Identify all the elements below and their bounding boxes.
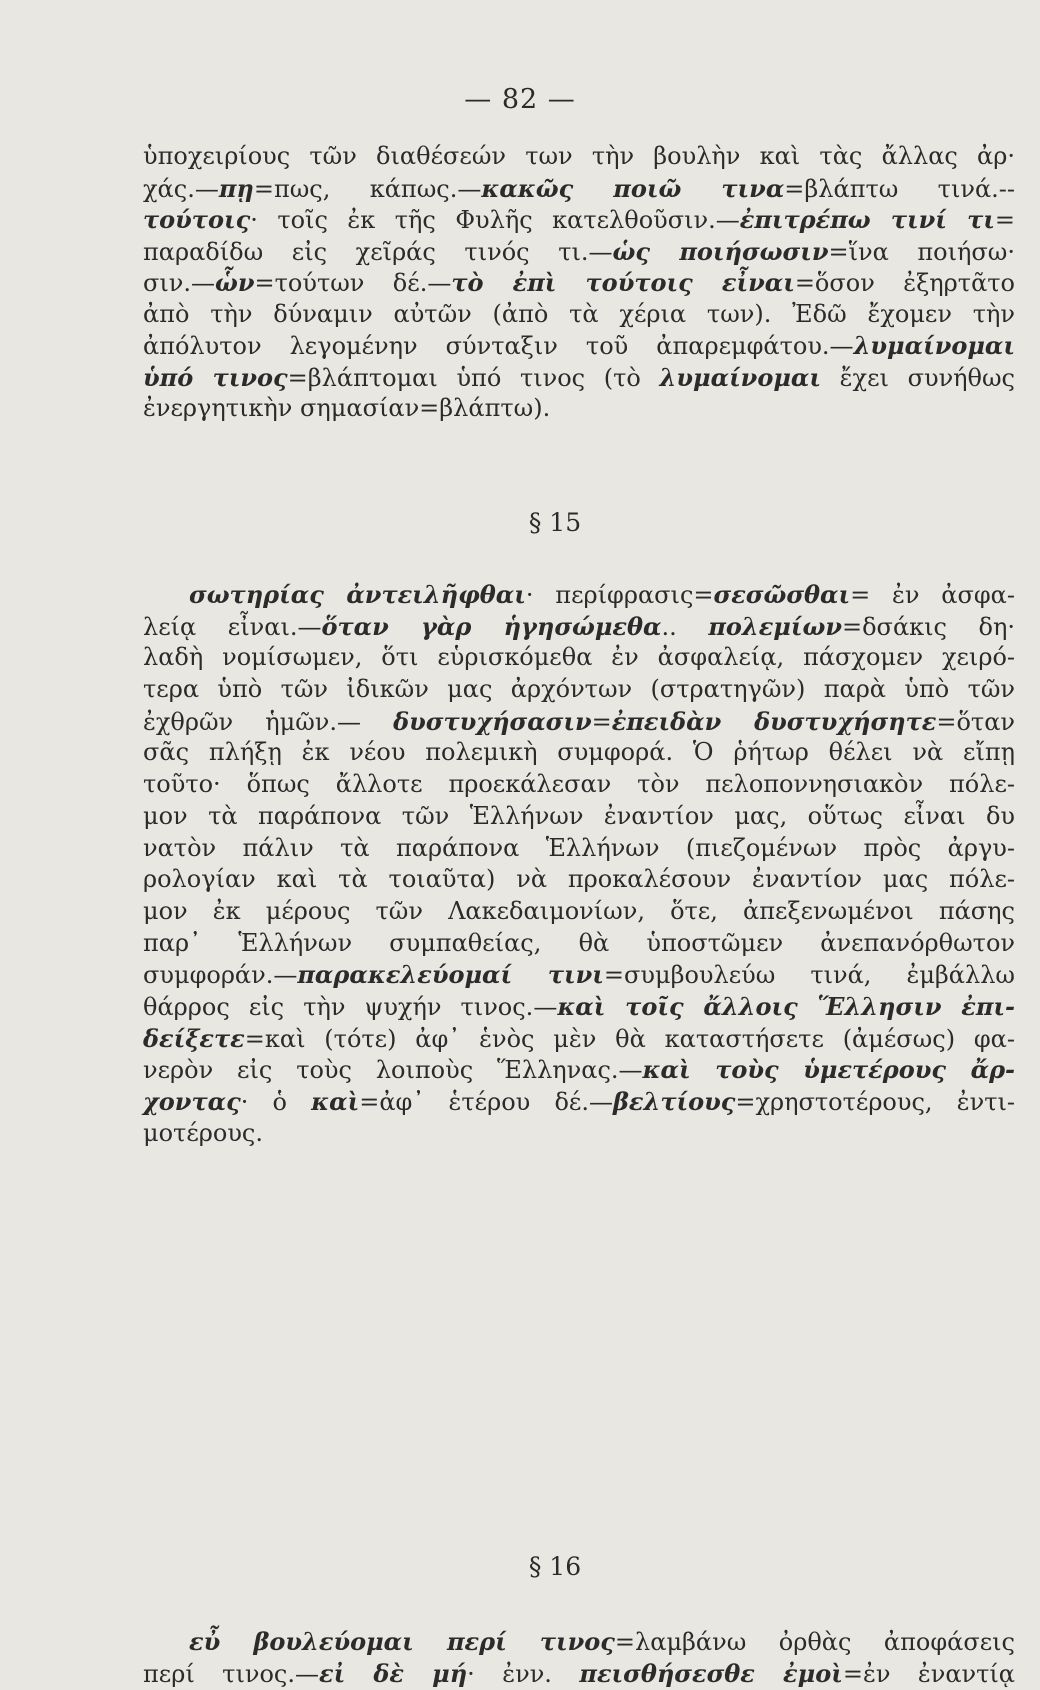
text-line xyxy=(143,267,1015,299)
gloss-text: ὑποχειρίους τῶν διαθέσεών των τὴν βουλὴν καὶ τὰς ἄλλας ἀρ· xyxy=(143,142,1015,170)
text-line xyxy=(143,706,1015,738)
gloss-text: παρ᾽ Ἑλλήνων συμπαθείας, θὰ ὑποστῶμεν ἀνεπανόρθωτον xyxy=(143,928,1015,957)
lemma-term: εὖ βουλεύομαι περί τινος xyxy=(189,1627,615,1656)
text-line xyxy=(143,769,1015,801)
gloss-text: θάρρος εἰς τὴν ψυχήν τινος.— xyxy=(143,992,558,1021)
gloss-text: ἐνεργητικὴν σημασίαν=βλάπτω). xyxy=(143,394,551,422)
gloss-text: συμφοράν.— xyxy=(143,961,298,990)
gloss-text: =ἀφ᾽ ἑτέρου δέ.— xyxy=(359,1088,613,1116)
gloss-text: νατὸν πάλιν τὰ παράπονα Ἑλλήνων (πιεζομένων πρὸς ἀργυ- xyxy=(143,833,1015,862)
paragraph-commentary-continued xyxy=(143,141,1015,425)
section-15-commentary xyxy=(143,579,1015,1149)
text-line xyxy=(143,864,1015,896)
gloss-text: μον τὰ παράπονα τῶν Ἑλλήνων ἐναντίον μας, οὕτως εἶναι δυ xyxy=(143,801,1015,830)
text-line xyxy=(143,1023,1015,1055)
gloss-text: = ἐν ἀσφα- xyxy=(850,581,1015,609)
text-line xyxy=(143,642,1015,674)
gloss-text: =δσάκις δη· xyxy=(842,612,1015,641)
section-16-commentary xyxy=(143,1626,1015,1689)
gloss-text: =χρηστοτέρους, ἐντι- xyxy=(735,1088,1015,1116)
lemma-term: καὶ τοῖς ἄλλοις Ἕλλησιν ἐπι- xyxy=(557,991,1015,1021)
gloss-text: ἔχει συνήθως xyxy=(820,363,1015,392)
text-line xyxy=(143,896,1015,928)
lemma-term: ὧν xyxy=(215,268,255,297)
section-heading-16: § 16 xyxy=(528,1552,582,1581)
lemma-term: ὅταν γὰρ ἡγησώμεθα xyxy=(321,611,662,641)
gloss-text: =τούτων δέ.— xyxy=(254,269,452,297)
gloss-text: σᾶς πλήξῃ ἐκ νέου πολεμικὴ συμφορά. Ὁ ῥήτωρ θέλει νὰ εἴπῃ xyxy=(143,738,1015,767)
text-line xyxy=(143,737,1015,769)
text-line xyxy=(143,362,1015,394)
gloss-text: χάς.— xyxy=(143,174,219,203)
text-line xyxy=(143,141,1015,173)
lemma-term: πολεμίων xyxy=(708,611,842,641)
lemma-term: δείξετε xyxy=(143,1023,245,1053)
gloss-text: =συμβουλεύω τινά, ἐμβάλλω xyxy=(603,961,1015,990)
lemma-term: καὶ xyxy=(311,1087,360,1116)
gloss-text: μοτέρους. xyxy=(143,1118,263,1147)
gloss-text: =ὅταν xyxy=(936,707,1015,736)
text-line xyxy=(143,801,1015,833)
text-line xyxy=(143,833,1015,865)
text-line xyxy=(143,1054,1015,1086)
lemma-term: ἐπειδὰν δυστυχήσητε xyxy=(611,706,937,736)
text-line xyxy=(143,928,1015,960)
lemma-term: ὡς ποιήσωσιν xyxy=(612,236,829,266)
gloss-text: .. xyxy=(661,612,709,641)
lemma-term: λυμαίνομαι xyxy=(853,331,1015,360)
gloss-text: =ἐν ἐναντίᾳ xyxy=(842,1659,1016,1688)
text-line xyxy=(143,204,1015,236)
text-line xyxy=(143,1086,1015,1118)
text-line xyxy=(143,611,1015,643)
text-line xyxy=(143,1118,1015,1150)
lemma-term: καὶ τοὺς ὑμετέρους ἄρ- xyxy=(642,1055,1015,1085)
gloss-text: τερα ὑπὸ τῶν ἰδικῶν μας ἀρχόντων (στρατηγῶν) παρὰ ὑπὸ τῶν xyxy=(143,675,1015,704)
gloss-text: · περίφρασις= xyxy=(525,581,714,609)
text-line xyxy=(143,1658,1015,1690)
lemma-term: βελτίους xyxy=(612,1087,736,1116)
gloss-text: =λαμβάνω ὀρθὰς ἀποφάσεις xyxy=(614,1628,1015,1656)
lemma-term: ὑπό τινος xyxy=(143,362,288,392)
section-heading-15: § 15 xyxy=(528,508,582,537)
text-line xyxy=(143,173,1015,205)
gloss-text: · ἐνν. xyxy=(467,1659,580,1688)
gloss-text: =ἵνα ποιήσω· xyxy=(828,237,1016,266)
lemma-term: ἐπιτρέπω τινί τι xyxy=(739,205,995,234)
text-line xyxy=(143,236,1015,268)
lemma-term: πῃ xyxy=(218,173,254,203)
lemma-term: τούτοις xyxy=(143,205,251,234)
gloss-text: ἐχθρῶν ἡμῶν.— xyxy=(143,707,394,736)
gloss-text: ἀπόλυτον λεγομένην σύνταξιν τοῦ ἀπαρεμφάτου.— xyxy=(143,332,854,360)
gloss-text: ρολογίαν καὶ τὰ τοιαῦτα) νὰ προκαλέσουν ἐναντίον μας πόλε- xyxy=(143,865,1015,894)
gloss-text: λείᾳ εἶναι.— xyxy=(143,612,322,641)
lemma-term: τὸ ἐπὶ τούτοις εἶναι xyxy=(451,268,795,297)
gloss-text: σιν.— xyxy=(143,269,216,297)
text-line xyxy=(143,393,1015,425)
gloss-text: περί τινος.— xyxy=(143,1659,319,1688)
page-number: — 82 — xyxy=(464,84,576,115)
gloss-text: =βλάπτω τινά.-- xyxy=(784,174,1015,203)
gloss-text: · τοῖς ἐκ τῆς Φυλῆς κατελθοῦσιν.— xyxy=(250,206,740,234)
gloss-text: = xyxy=(591,707,612,736)
lemma-term: κακῶς ποιῶ τινα xyxy=(481,173,785,203)
lemma-term: πεισθήσεσθε ἐμοὶ xyxy=(579,1658,843,1688)
gloss-text: μον ἐκ μέρους τῶν Λακεδαιμονίων, ὅτε, ἀπεξενωμένοι πάσης xyxy=(143,896,1015,925)
text-line xyxy=(143,991,1015,1023)
gloss-text: = xyxy=(994,206,1015,234)
text-line xyxy=(143,330,1015,362)
gloss-text: =ὅσον ἐξηρτᾶτο xyxy=(794,269,1016,297)
text-line xyxy=(143,674,1015,706)
lemma-term: σωτηρίας ἀντειλῆφθαι xyxy=(189,580,526,609)
gloss-text: παραδίδω εἰς χεῖράς τινός τι.— xyxy=(143,237,613,266)
lemma-term: εἰ δὲ μή xyxy=(318,1658,468,1688)
gloss-text: λαδὴ νομίσωμεν, ὅτι εὑρισκόμεθα ἐν ἀσφαλείᾳ, πάσχομεν χειρό- xyxy=(143,643,1015,672)
text-line xyxy=(143,579,1015,611)
gloss-text: νερὸν εἰς τοὺς λοιποὺς Ἕλληνας.— xyxy=(143,1056,643,1085)
text-line xyxy=(143,1626,1015,1658)
gloss-text: =πως, κάπως.— xyxy=(253,174,482,203)
gloss-text: · ὁ xyxy=(240,1088,312,1116)
gloss-text: τοῦτο· ὅπως ἄλλοτε προεκάλεσαν τὸν πελοποννησιακὸν πόλε- xyxy=(143,770,1015,799)
gloss-text: =βλάπτομαι ὑπό τινος (τὸ xyxy=(287,363,660,392)
lemma-term: σεσῶσθαι xyxy=(713,580,851,609)
lemma-term: λυμαίνομαι xyxy=(659,362,821,392)
lemma-term: παρακελεύομαί τινι xyxy=(297,960,604,990)
text-line xyxy=(143,959,1015,991)
gloss-text: ἀπὸ τὴν δύναμιν αὐτῶν (ἀπὸ τὰ χέρια των). Ἐδῶ ἔχομεν τὴν xyxy=(143,299,1015,328)
lemma-term: χοντας xyxy=(143,1087,241,1116)
text-line xyxy=(143,299,1015,331)
lemma-term: δυστυχήσασιν xyxy=(393,706,592,736)
gloss-text: =καὶ (τότε) ἀφ᾽ ἑνὸς μὲν θὰ καταστήσετε (ἀμέσως) φα- xyxy=(244,1024,1015,1053)
